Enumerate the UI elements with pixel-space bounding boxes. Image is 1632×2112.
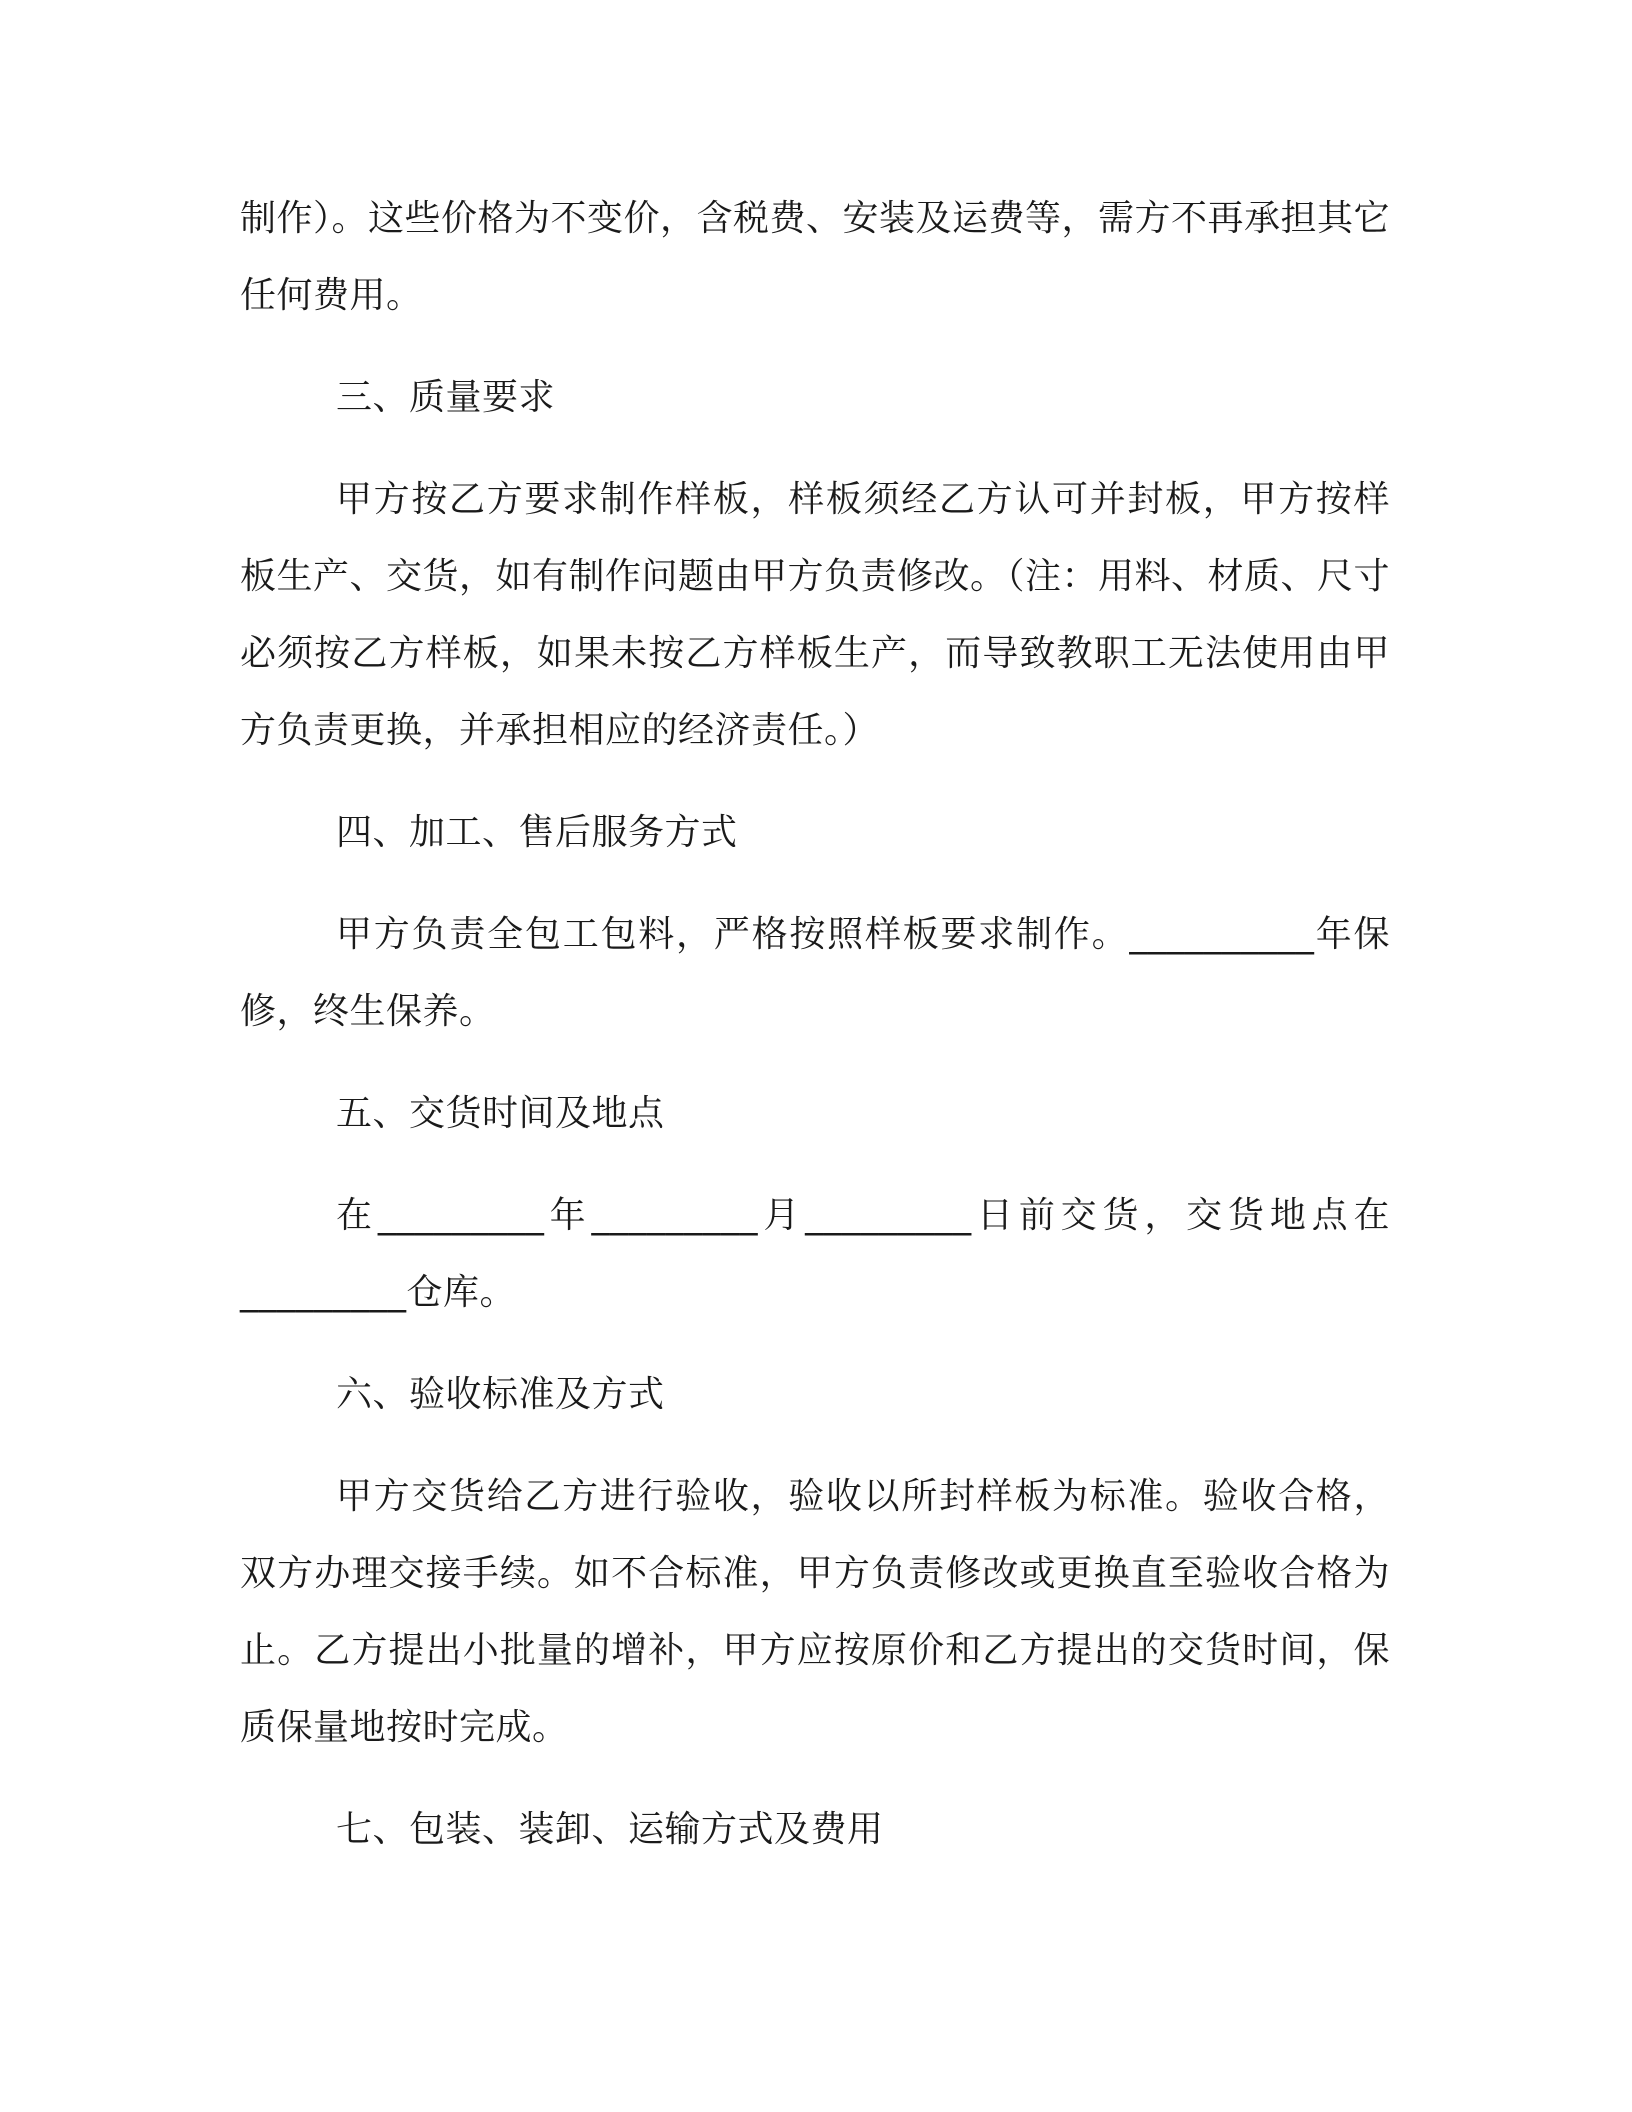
paragraph-price-terms: 制作）。这些价格为不变价，含税费、安装及运费等，需方不再承担其它任何费用。: [240, 198, 1391, 316]
paragraph-acceptance-terms: 甲方交货给乙方进行验收，验收以所封样板为标准。验收合格，双方办理交接手续。如不合标准，甲方负责修改或更换直至验收合格为止。乙方提出小批量的增补，甲方应按原价和乙方提出的交货时间，保质保量地按时完成。: [240, 1476, 1390, 1748]
section-heading-delivery: 五、交货时间及地点: [336, 1093, 665, 1134]
section-heading-quality: 三、质量要求: [336, 377, 556, 418]
paragraph-delivery-terms: 在_________年_________月_________日前交货，交货地点在_________仓库。: [240, 1195, 1390, 1313]
paragraph-service-terms: 甲方负责全包工包料，严格按照样板要求制作。__________年保修，终生保养。: [240, 914, 1390, 1032]
document-page: [240, 180, 1390, 1868]
section-heading-service: 四、加工、售后服务方式: [336, 812, 738, 853]
section-heading-acceptance: 六、验收标准及方式: [336, 1374, 665, 1415]
section-heading-packaging: 七、包装、装卸、运输方式及费用: [336, 1809, 884, 1850]
paragraph-quality-requirements: 甲方按乙方要求制作样板，样板须经乙方认可并封板，甲方按样板生产、交货，如有制作问题由甲方负责修改。（注：用料、材质、尺寸必须按乙方样板，如果未按乙方样板生产，而导致教职工无法使用由甲方负责更换，并承担相应的经济责任。）: [240, 479, 1391, 751]
